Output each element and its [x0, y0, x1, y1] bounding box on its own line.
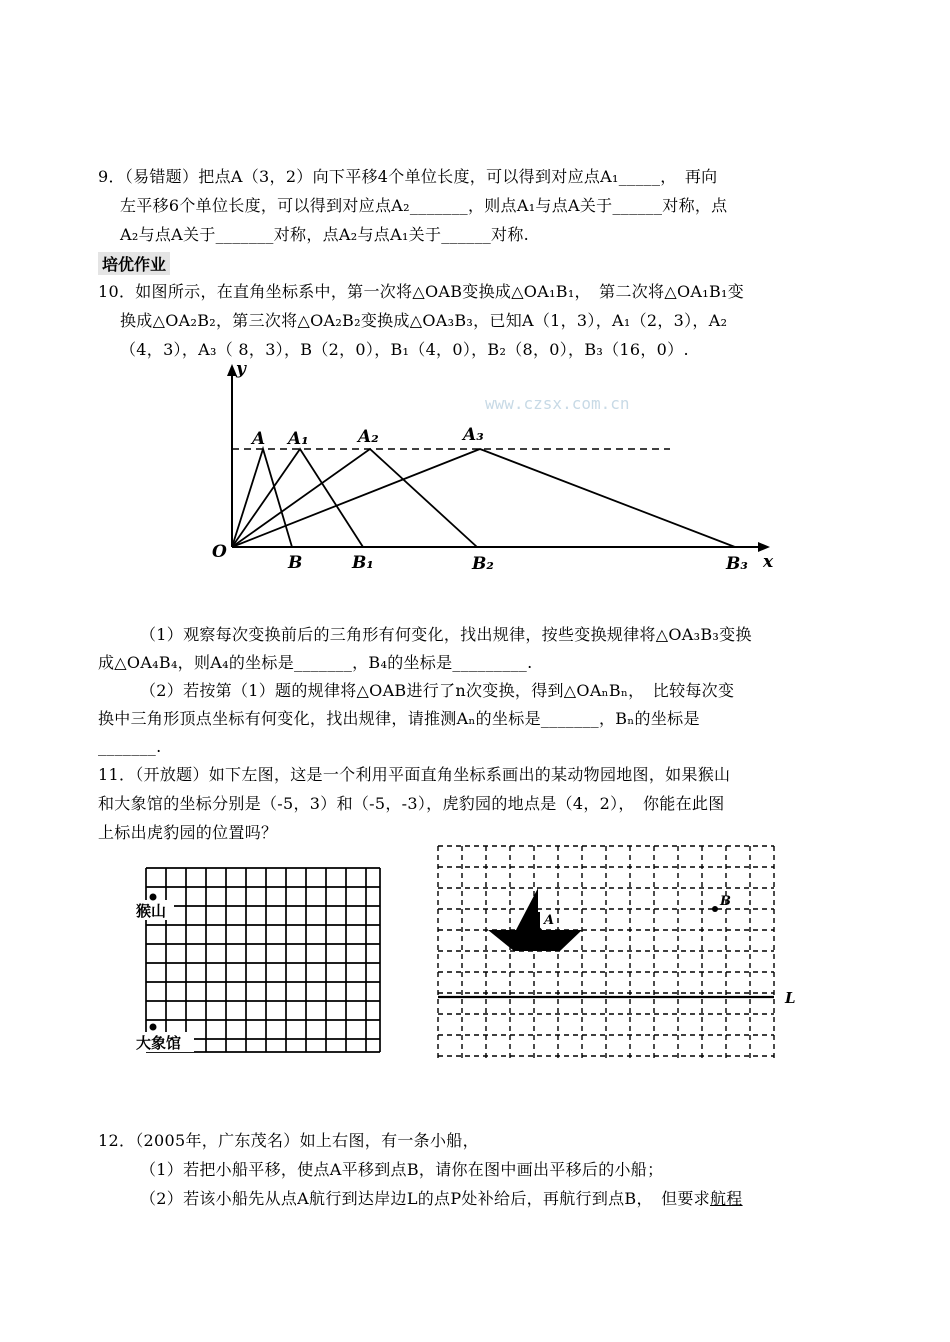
- q12-line-3-underlined: 航程: [709, 1189, 743, 1208]
- origin-label: O: [212, 542, 227, 562]
- monkey-point: [150, 894, 157, 901]
- triangle-lines: [232, 449, 735, 547]
- grid-lines: [146, 868, 380, 1052]
- q10-part2-line-3: _______.: [98, 737, 162, 756]
- q9-line-3: A₂与点A关于_______对称，点A₂与点A₁关于______对称.: [120, 225, 530, 244]
- q12-line-2: （1）若把小船平移，使点A平移到点B，请你在图中画出平移后的小船；: [140, 1160, 664, 1179]
- label-a: A: [544, 913, 555, 928]
- q10-line-1: 10．如图所示，在直角坐标系中，第一次将△OAB变换成△OA₁B₁， 第二次将△OA₁B₁变: [98, 282, 745, 301]
- label-b3: B₃: [726, 554, 748, 574]
- label-b: B: [288, 553, 303, 573]
- q11-line-1: 11．（开放题）如下左图，这是一个利用平面直角坐标系画出的某动物园地图，如果猴山: [98, 765, 731, 784]
- q9-line-1: 9．（易错题）把点A（3，2）向下平移4个单位长度，可以得到对应点A₁_____， 再向: [98, 167, 718, 186]
- boat-grid: [436, 842, 806, 1060]
- label-b1: B₁: [352, 553, 374, 573]
- x-axis-arrow: [758, 542, 770, 552]
- boat-shape: [488, 930, 582, 951]
- label-a2: A₂: [358, 427, 379, 447]
- sail-notch: [534, 912, 540, 930]
- q10-line-2: 换成△OA₂B₂，第三次将△OA₂B₂变换成△OA₃B₃，已知A（1，3），A₁（2，3），A₂: [120, 311, 728, 330]
- zoo-map-grid: [134, 860, 384, 1060]
- label-a3: A₃: [463, 425, 484, 445]
- q10-part1-line-2: 成△OA₄B₄，则A₄的坐标是_______，B₄的坐标是_________.: [98, 653, 533, 672]
- x-label: x: [763, 552, 774, 572]
- triangle-oa3b3: [232, 449, 735, 547]
- q10-part1-line-1: （1）观察每次变换前后的三角形有何变化，找出规律，按些变换规律将△OA₃B₃变换: [140, 625, 752, 644]
- label-b: B: [720, 894, 731, 909]
- label-a1: A₁: [288, 429, 309, 449]
- q11-line-3: 上标出虎豹园的位置吗？: [98, 823, 278, 842]
- q12-line-3: [140, 1188, 743, 1210]
- triangle-oab: [232, 449, 292, 547]
- q10-line-3: （4，3），A₃（ 8，3），B（2，0），B₁（4，0），B₂（8，0），B₃（16，0）.: [120, 340, 689, 359]
- dashed-grid-lines: [438, 846, 774, 1058]
- elephant-point: [150, 1024, 157, 1031]
- y-label: y: [236, 359, 246, 379]
- q10-part2-line-1: （2）若按第（1）题的规律将△OAB进行了n次变换，得到△OAₙBₙ， 比较每次变: [140, 681, 735, 700]
- point-b: [712, 906, 718, 912]
- triangle-transform-figure: [210, 359, 774, 582]
- watermark: www.czsx.com.cn: [485, 394, 630, 413]
- elephant-label: 大象馆: [136, 1034, 182, 1052]
- q10-part2-line-2: 换中三角形顶点坐标有何变化，找出规律，请推测Aₙ的坐标是_______，Bₙ的坐标是: [98, 709, 700, 728]
- monkey-label: 猴山: [136, 902, 167, 920]
- label-a: A: [252, 429, 266, 449]
- q9-line-2: 左平移6个单位长度，可以得到对应点A₂_______，则点A₁与点A关于______对称，点: [120, 196, 728, 215]
- point-a: [537, 928, 542, 933]
- section-heading: 培优作业: [98, 252, 170, 275]
- label-b2: B₂: [472, 554, 494, 574]
- q12-line-1: 12．（2005年，广东茂名）如上右图，有一条小船，: [98, 1131, 479, 1150]
- q12-line-3-text: （2）若该小船先从点A航行到达岸边L的点P处补给后，再航行到点B， 但要求: [140, 1189, 710, 1208]
- q11-line-2: 和大象馆的坐标分别是（-5，3）和（-5，-3），虎豹园的地点是（4，2）， 你能在此图: [98, 794, 725, 813]
- label-l: L: [785, 989, 796, 1007]
